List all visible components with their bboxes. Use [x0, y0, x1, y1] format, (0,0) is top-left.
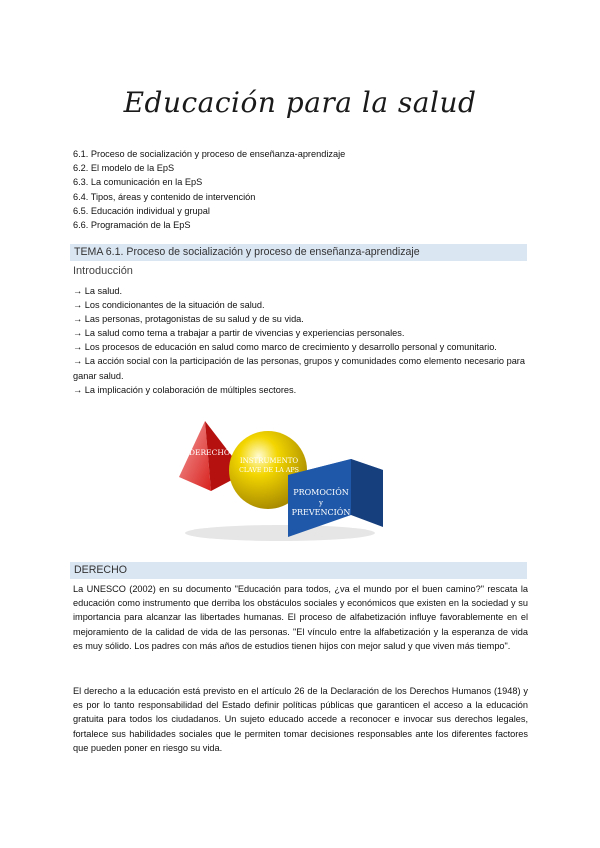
list-item: → La salud. [73, 286, 123, 296]
sphere-label-line2: CLAVE DE LA APS [239, 467, 299, 474]
pyramid-label: DERECHO [189, 448, 231, 457]
page-title: Educación para la salud [123, 86, 477, 119]
list-item: → La salud como tema a trabajar a partir de vivencias y experiencias personales. [73, 328, 405, 339]
toc-item: 6.1. Proceso de socialización y proceso de enseñanza-aprendizaje [73, 149, 346, 159]
toc-item: 6.3. La comunicación en la EpS [73, 177, 203, 188]
list-item: → La implicación y colaboración de múltiples sectores. [73, 384, 297, 395]
toc-item: 6.6. Programación de la EpS [73, 220, 191, 231]
paragraph-derecho: El derecho a la educación está previsto en el artículo 26 de la Declaración de los Derechos Humanos (1948) y es por lo tanto responsabilidad del Estado definir políticas públicas que garanticen el acceso a la educación gratuita para todos los ciudadanos. Un sujeto educado accede a reconocer e invocar sus derechos legales, fortalece sus habilidades sociales que le permiten tomar decisiones responsables ante los diferentes factores que pueden poner en riesgo su vida. [73, 686, 528, 753]
paragraph-unesco: La UNESCO (2002) en su documento "Educación para todos, ¿va el mundo por el buen camino?" rescata la educación como instrumento que derriba los obstáculos sociales y económicos que existen en la sociedad y su importancia para alcanzar las libertades humanas. El proceso de alfabetización influye favorablemente en el mejoramiento de la calidad de vida de las personas. "El vínculo entre la alfabetización y la esperanza de vida es muy sólido. Los padres con más años de estudios tienen hijos con mejor salud y que viven más tiempo". [73, 584, 528, 651]
section-header-derecho-text: DERECHO [74, 564, 127, 576]
cube-label-line3: PREVENCIÓN [291, 508, 351, 517]
concept-figure [175, 415, 390, 545]
bullet-list [73, 284, 528, 397]
toc-item: 6.4. Tipos, áreas y contenido de intervención [73, 191, 256, 202]
table-of-contents [73, 147, 345, 232]
intro-heading: Introducción [73, 265, 133, 277]
section-header-derecho [70, 562, 527, 579]
section-header-tema-text: TEMA 6.1. Proceso de socialización y proceso de enseñanza-aprendizaje [74, 246, 420, 258]
list-item: → Los procesos de educación en salud como marco de crecimiento y desarrollo personal y comunitario. [73, 342, 497, 353]
sphere-label-line1: INSTRUMENTO [239, 457, 299, 465]
section-header-tema [70, 244, 527, 261]
toc-item: 6.2. El modelo de la EpS [73, 163, 175, 174]
cube-label-line1: PROMOCIÓN [293, 488, 349, 497]
list-item: → La acción social con la participación de las personas, grupos y comunidades como elemento necesario para ganar salud. [73, 356, 525, 381]
list-item: → Las personas, protagonistas de su salud y de su vida. [73, 314, 304, 325]
cube-label-line2: y [319, 499, 323, 507]
list-item: → Los condicionantes de la situación de salud. [73, 300, 265, 311]
toc-item: 6.5. Educación individual y grupal [73, 205, 210, 216]
